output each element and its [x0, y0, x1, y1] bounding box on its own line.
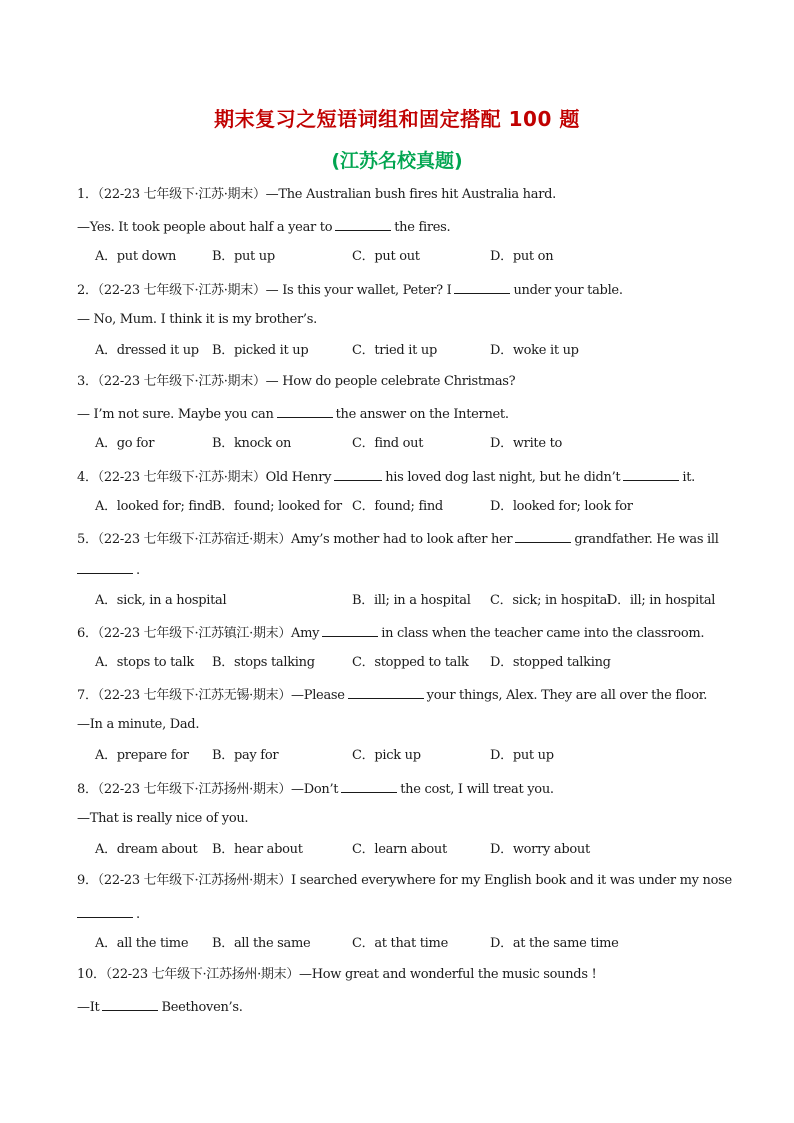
option-d[interactable]: D．stopped talking: [490, 655, 611, 670]
question-10-stem: 10．（22-23 七年级下·江苏扬州·期末）—How great and wonderful the music sounds !: [77, 967, 597, 982]
answer-blank[interactable]: [454, 281, 510, 294]
question-7-reply: —In a minute, Dad.: [77, 717, 200, 732]
question-4-stem: 4．（22-23 七年级下·江苏·期末）Old Henry his loved dog last night, but he didn’t it.: [77, 470, 695, 485]
question-source: （22-23 七年级下·江苏·期末）: [97, 187, 266, 202]
answer-blank[interactable]: [341, 780, 397, 793]
answer-blank[interactable]: [322, 624, 378, 637]
option-a[interactable]: A．prepare for: [95, 748, 189, 763]
option-b[interactable]: B．ill; in a hospital: [352, 593, 471, 608]
question-5-stem: 5．（22-23 七年级下·江苏宿迁·期末）Amy’s mother had to look after her grandfather. He was ill: [77, 532, 719, 547]
option-c[interactable]: C．stopped to talk: [352, 655, 469, 670]
answer-blank[interactable]: [77, 561, 133, 574]
question-8-reply: —That is really nice of you.: [77, 811, 249, 826]
question-9-continuation: .: [77, 905, 140, 923]
option-c[interactable]: C．found; find: [352, 499, 443, 514]
option-b[interactable]: B．all the same: [212, 936, 311, 951]
option-c[interactable]: C．put out: [352, 249, 420, 264]
option-d[interactable]: D．worry about: [490, 842, 590, 857]
option-a[interactable]: A．put down: [95, 249, 177, 264]
answer-blank[interactable]: [623, 468, 679, 481]
option-c[interactable]: C．at that time: [352, 936, 448, 951]
option-d[interactable]: D．ill; in hospital: [607, 593, 716, 608]
option-a[interactable]: A．dream about: [95, 842, 198, 857]
option-b[interactable]: B．pay for: [212, 748, 279, 763]
option-b[interactable]: B．knock on: [212, 436, 292, 451]
option-b[interactable]: B．hear about: [212, 842, 303, 857]
option-c[interactable]: C．learn about: [352, 842, 447, 857]
answer-blank[interactable]: [334, 468, 382, 481]
option-d[interactable]: D．looked for; look for: [490, 499, 633, 514]
question-10-reply: —It Beethoven’s.: [77, 1000, 243, 1015]
option-d[interactable]: D．at the same time: [490, 936, 619, 951]
option-b[interactable]: B．picked it up: [212, 343, 309, 358]
question-3-stem: 3．（22-23 七年级下·江苏·期末）— How do people celebrate Christmas?: [77, 374, 516, 389]
option-d[interactable]: D．put up: [490, 748, 554, 763]
option-c[interactable]: C．pick up: [352, 748, 421, 763]
question-8-stem: 8．（22-23 七年级下·江苏扬州·期末）—Don’t the cost, I will treat you.: [77, 782, 554, 797]
answer-blank[interactable]: [348, 686, 424, 699]
option-a[interactable]: A．stops to talk: [95, 655, 194, 670]
answer-blank[interactable]: [515, 530, 571, 543]
option-c[interactable]: C．find out: [352, 436, 424, 451]
option-a[interactable]: A．go for: [95, 436, 155, 451]
option-d[interactable]: D．put on: [490, 249, 554, 264]
option-b[interactable]: B．stops talking: [212, 655, 315, 670]
option-a[interactable]: A．looked for; find: [95, 499, 213, 514]
option-b[interactable]: B．put up: [212, 249, 275, 264]
question-9-stem: 9．（22-23 七年级下·江苏扬州·期末）I searched everywhere for my English book and it was under my nose: [77, 873, 732, 888]
option-b[interactable]: B．found; looked for: [212, 499, 342, 514]
option-d[interactable]: D．write to: [490, 436, 563, 451]
option-d[interactable]: D．woke it up: [490, 343, 579, 358]
page-title: 期末复习之短语词组和固定搭配 100 题: [214, 107, 580, 131]
question-6-stem: 6．（22-23 七年级下·江苏镇江·期末）Amy in class when the teacher came into the classroom.: [77, 626, 705, 641]
question-number: 1．: [77, 187, 98, 202]
question-1-reply: —Yes. It took people about half a year to the fires.: [77, 220, 451, 235]
answer-blank[interactable]: [335, 218, 391, 231]
option-a[interactable]: A．sick, in a hospital: [95, 593, 227, 608]
question-5-continuation: .: [77, 561, 140, 579]
question-7-stem: 7．（22-23 七年级下·江苏无锡·期末）—Please your things, Alex. They are all over the floor.: [77, 688, 708, 703]
question-2-stem: 2．（22-23 七年级下·江苏·期末）— Is this your wallet, Peter? I under your table.: [77, 283, 623, 298]
question-3-reply: — I’m not sure. Maybe you can the answer on the Internet.: [77, 407, 509, 422]
answer-blank[interactable]: [277, 405, 333, 418]
option-a[interactable]: A．dressed it up: [95, 343, 199, 358]
answer-blank[interactable]: [77, 905, 133, 918]
option-c[interactable]: C．sick; in hospital: [490, 593, 611, 608]
option-a[interactable]: A．all the time: [95, 936, 189, 951]
option-c[interactable]: C．tried it up: [352, 343, 437, 358]
question-2-reply: — No, Mum. I think it is my brother’s.: [77, 312, 317, 327]
answer-blank[interactable]: [102, 998, 158, 1011]
question-1-stem: 1．（22-23 七年级下·江苏·期末）—The Australian bush fires hit Australia hard.: [77, 187, 556, 202]
page-subtitle: (江苏名校真题): [331, 150, 463, 172]
